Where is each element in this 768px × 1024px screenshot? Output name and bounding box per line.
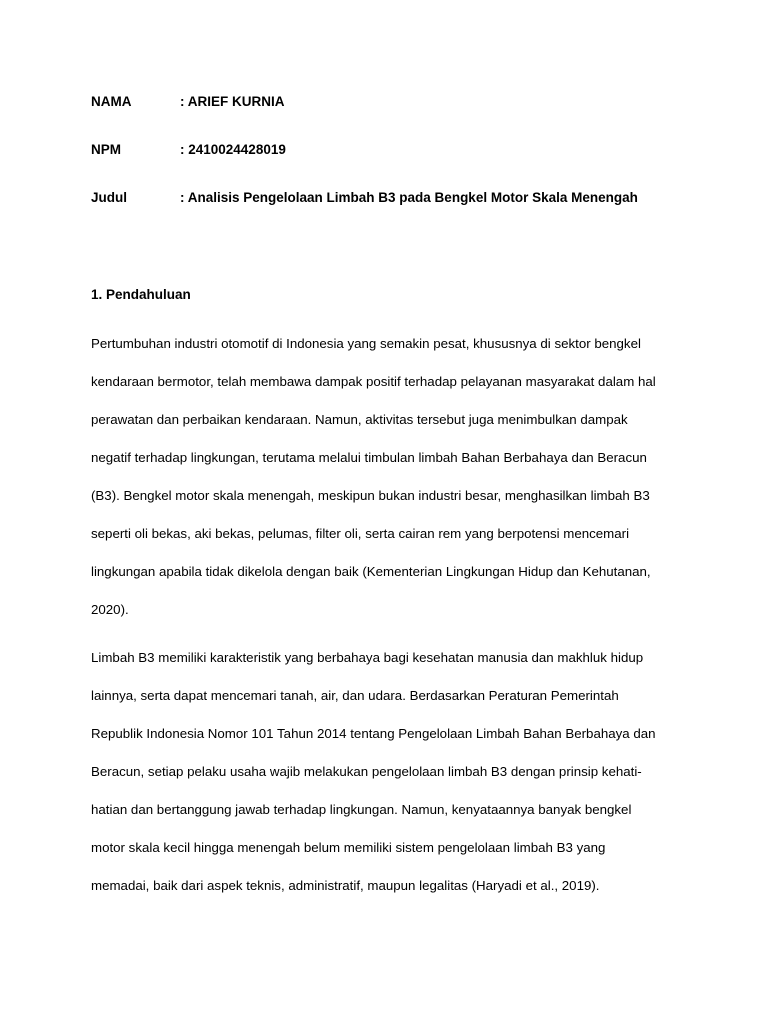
title-row	[91, 190, 638, 205]
paragraph-line: Pertumbuhan industri otomotif di Indonesia yang semakin pesat, khususnya di sektor bengkel	[91, 336, 641, 351]
paragraph-line: motor skala kecil hingga menengah belum memiliki sistem pengelolaan limbah B3 yang	[91, 840, 606, 855]
paragraph-line: Limbah B3 memiliki karakteristik yang berbahaya bagi kesehatan manusia dan makhluk hidup	[91, 650, 644, 665]
npm-row	[91, 142, 286, 157]
paragraph-1	[91, 325, 691, 629]
paragraph-line: (B3). Bengkel motor skala menengah, meskipun bukan industri besar, menghasilkan limbah B3	[91, 488, 650, 503]
name-value: : ARIEF KURNIA	[180, 94, 285, 109]
paragraph-line: hatian dan bertanggung jawab terhadap lingkungan. Namun, kenyataannya banyak bengkel	[91, 802, 632, 817]
paragraph-2	[91, 639, 691, 905]
paragraph-line: 2020).	[91, 602, 129, 617]
name-label: NAMA	[91, 94, 132, 109]
paragraph-line: lingkungan apabila tidak dikelola dengan baik (Kementerian Lingkungan Hidup dan Kehutanan,	[91, 564, 651, 579]
paragraph-line: memadai, baik dari aspek teknis, administratif, maupun legalitas (Haryadi et al., 2019).	[91, 878, 600, 893]
title-label: Judul	[91, 190, 127, 205]
paragraph-line: perawatan dan perbaikan kendaraan. Namun, aktivitas tersebut juga menimbulkan dampak	[91, 412, 628, 427]
npm-label: NPM	[91, 142, 121, 157]
paragraph-line: kendaraan bermotor, telah membawa dampak positif terhadap pelayanan masyarakat dalam hal	[91, 374, 656, 389]
name-row	[91, 94, 285, 109]
paragraph-line: seperti oli bekas, aki bekas, pelumas, filter oli, serta cairan rem yang berpotensi mencemari	[91, 526, 630, 541]
paragraph-line: Beracun, setiap pelaku usaha wajib melakukan pengelolaan limbah B3 dengan prinsip kehati-	[91, 764, 642, 779]
title-value: : Analisis Pengelolaan Limbah B3 pada Bengkel Motor Skala Menengah	[180, 190, 638, 205]
paragraph-line: lainnya, serta dapat mencemari tanah, air, dan udara. Berdasarkan Peraturan Pemerintah	[91, 688, 619, 703]
paragraph-line: negatif terhadap lingkungan, terutama melalui timbulan limbah Bahan Berbahaya dan Beracun	[91, 450, 647, 465]
section-heading: 1. Pendahuluan	[91, 287, 191, 302]
npm-value: : 2410024428019	[180, 142, 286, 157]
paragraph-line: Republik Indonesia Nomor 101 Tahun 2014 tentang Pengelolaan Limbah Bahan Berbahaya dan	[91, 726, 656, 741]
